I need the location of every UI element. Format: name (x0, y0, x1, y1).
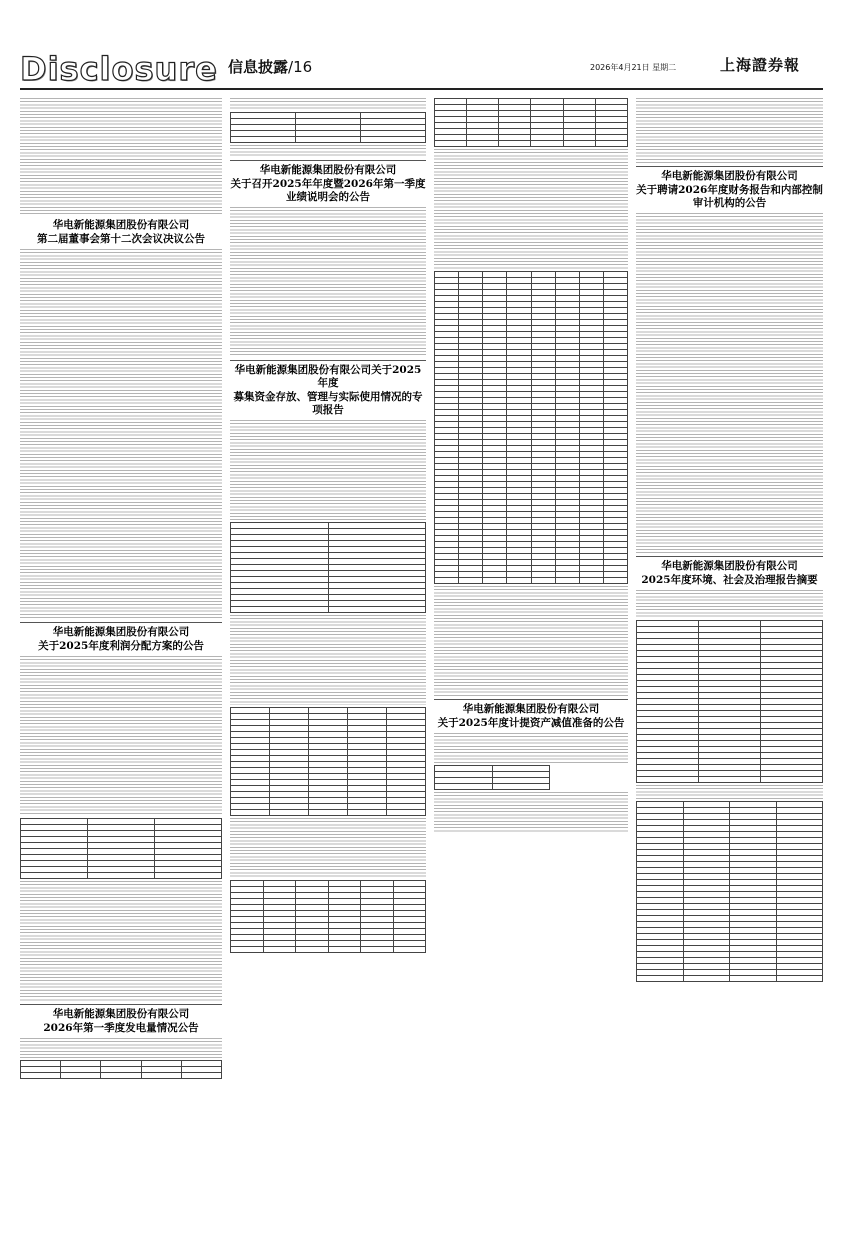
text-block (230, 98, 426, 110)
text-block (230, 818, 426, 878)
divider (230, 360, 426, 361)
text-block (230, 145, 426, 157)
article-subtitle: 2026年第一季度发电量情况公告 (43, 1022, 199, 1034)
text-block (20, 249, 222, 619)
article-title: 华电新能源集团股份有限公司 (661, 560, 798, 572)
column-1 (20, 96, 222, 1246)
text-block (230, 207, 426, 357)
text-block (20, 881, 222, 1001)
text-block (230, 615, 426, 705)
article-title: 华电新能源集团股份有限公司 (259, 164, 397, 176)
data-table (230, 707, 426, 816)
column-3 (434, 96, 628, 1246)
article-subtitle: 关于聘请2026年度财务报告和内部控制审计机构的公告 (636, 184, 823, 209)
article-title: 华电新能源集团股份有限公司 (52, 1008, 190, 1020)
article-subtitle: 关于2025年度计提资产减值准备的公告 (437, 717, 625, 729)
data-table (20, 1060, 222, 1079)
newspaper-logo: 上海證券報 (720, 56, 801, 74)
text-block (230, 420, 426, 520)
article-title: 华电新能源集团股份有限公司 (462, 703, 600, 715)
text-block (434, 733, 628, 763)
masthead-rule (20, 88, 823, 90)
article-subtitle: 2025年度环境、社会及治理报告摘要 (641, 574, 818, 586)
section-title: 信息披露/16 (228, 58, 313, 76)
divider (636, 166, 823, 167)
text-block (434, 586, 628, 696)
text-block (636, 785, 823, 799)
article-subtitle: 关于召开2025年年度暨2026年第一季度业绩说明会的公告 (230, 178, 426, 203)
data-table (230, 522, 426, 613)
article-title: 华电新能源集团股份有限公司 (52, 626, 190, 638)
issue-date: 2026年4月21日 星期二 (590, 63, 677, 72)
text-block (636, 98, 823, 163)
article-subtitle: 关于2025年度利润分配方案的公告 (38, 640, 204, 652)
text-block (20, 1038, 222, 1058)
data-table (434, 765, 550, 790)
divider (230, 160, 426, 161)
article-title: 华电新能源集团股份有限公司关于2025年度 (234, 364, 422, 389)
page-number: /16 (288, 58, 313, 76)
divider (20, 622, 222, 623)
text-block (20, 656, 222, 816)
divider (20, 1004, 222, 1005)
data-table (636, 801, 823, 982)
text-block (636, 213, 823, 553)
data-table (434, 98, 628, 147)
divider (636, 556, 823, 557)
masthead (0, 0, 843, 92)
article-subtitle: 第二届董事会第十二次会议决议公告 (37, 233, 205, 245)
data-table (230, 880, 426, 953)
text-block (20, 98, 222, 216)
text-block (434, 792, 628, 832)
article-title: 华电新能源集团股份有限公司 (52, 219, 190, 231)
text-block (636, 590, 823, 618)
disclosure-wordmark: Disclosure (20, 50, 218, 88)
data-table (434, 271, 628, 584)
divider (434, 699, 628, 700)
data-table (20, 818, 222, 879)
data-table (230, 112, 426, 143)
data-table (636, 620, 823, 783)
text-block (434, 149, 628, 269)
column-2 (230, 96, 426, 1246)
article-title: 华电新能源集团股份有限公司 (661, 170, 798, 182)
article-subtitle: 募集资金存放、管理与实际使用情况的专项报告 (233, 391, 423, 416)
column-4 (636, 96, 823, 1246)
